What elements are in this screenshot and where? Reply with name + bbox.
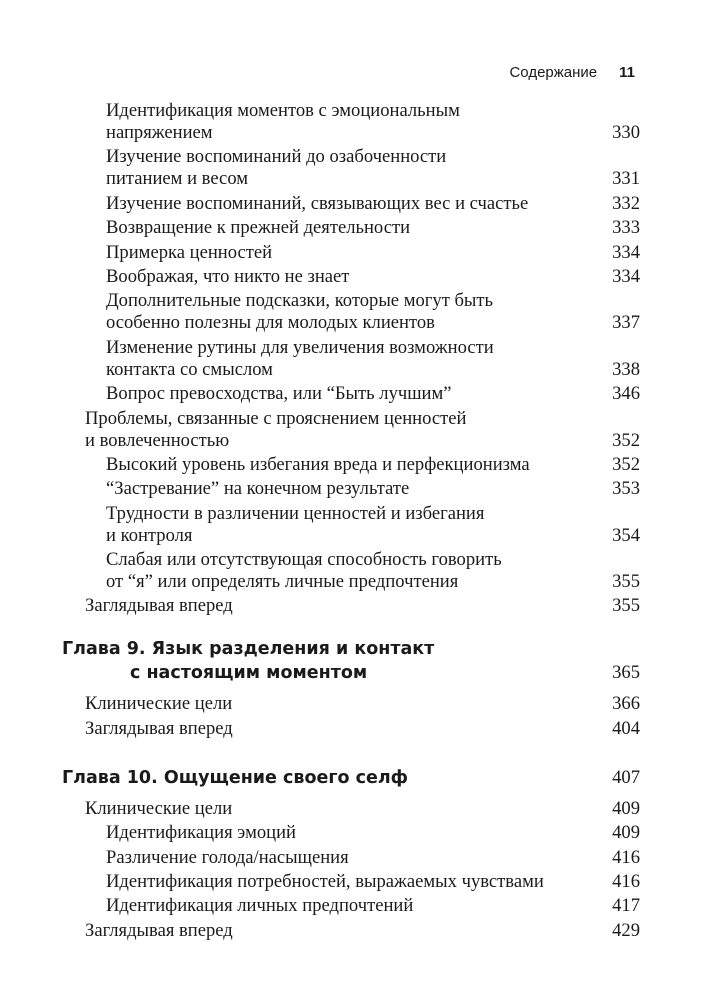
toc-entry[interactable] bbox=[62, 871, 640, 893]
toc-entry-page-number: 334 bbox=[612, 241, 640, 263]
toc-entry-page-number: 330 bbox=[612, 122, 640, 143]
toc-entry[interactable] bbox=[62, 337, 640, 381]
toc-entry-title-line: Изменение рутины для увеличения возможности bbox=[106, 336, 494, 358]
chapter-9-title-line1: Глава 9. Язык разделения и контакт bbox=[62, 639, 435, 660]
toc-entry-title-line: и контроля bbox=[106, 524, 193, 546]
toc-entry-title-line: “Застревание” на конечном результате bbox=[106, 478, 410, 500]
toc-entry-title-line: Клинические цели bbox=[85, 693, 233, 715]
toc-entry[interactable] bbox=[62, 408, 640, 452]
toc-entry-title-line: Заглядывая вперед bbox=[85, 717, 233, 739]
toc-entry-page-number: 355 bbox=[612, 595, 640, 617]
toc-entry-page-number: 366 bbox=[612, 693, 640, 715]
toc-entry-title-line: Проблемы, связанные с прояснением ценностей bbox=[85, 407, 467, 429]
running-header-page-number: 11 bbox=[619, 64, 635, 81]
chapter-9-heading[interactable] bbox=[62, 637, 640, 685]
chapter-10-page-number: 407 bbox=[612, 766, 640, 788]
toc-entry[interactable] bbox=[62, 895, 640, 917]
toc-entry[interactable] bbox=[62, 290, 640, 334]
toc-entry-title-line: напряжением bbox=[106, 122, 213, 143]
toc-entry-page-number: 416 bbox=[612, 871, 640, 893]
toc-entry[interactable] bbox=[62, 595, 640, 617]
toc-entry[interactable] bbox=[62, 549, 640, 593]
chapter-9-page-number: 365 bbox=[612, 662, 640, 684]
toc-entry[interactable] bbox=[62, 146, 640, 190]
toc-entry-page-number: 409 bbox=[612, 797, 640, 819]
toc-entry-page-number: 416 bbox=[612, 846, 640, 868]
toc-entry[interactable] bbox=[62, 693, 640, 715]
toc-entry[interactable] bbox=[62, 242, 640, 264]
toc-entry-page-number: 352 bbox=[612, 453, 640, 475]
toc-entry[interactable] bbox=[62, 217, 640, 239]
toc-entry-title-line: Изучение воспоминаний, связывающих вес и счастье bbox=[106, 192, 529, 214]
toc-entry-title-line: Клинические цели bbox=[85, 797, 233, 819]
toc-entry-title-line: особенно полезны для молодых клиентов bbox=[106, 312, 435, 334]
toc-entry-page-number: 331 bbox=[612, 168, 640, 190]
toc-entry[interactable] bbox=[62, 822, 640, 844]
toc-entry-page-number: 338 bbox=[612, 358, 640, 380]
chapter-9-title-line2: с настоящим моментом bbox=[130, 663, 368, 684]
toc-entry[interactable] bbox=[62, 266, 640, 288]
chapter-10-title: Глава 10. Ощущение своего селф bbox=[62, 767, 409, 788]
toc-entry-title-line: Слабая или отсутствующая способность говорить bbox=[106, 549, 502, 571]
toc-entry-page-number: 417 bbox=[612, 895, 640, 917]
toc-entry-title-line: Идентификация личных предпочтений bbox=[106, 895, 414, 917]
toc-entry[interactable] bbox=[62, 383, 640, 405]
toc-entry-page-number: 332 bbox=[612, 192, 640, 214]
toc-entry-title-line: питанием и весом bbox=[106, 168, 249, 190]
toc-entry[interactable] bbox=[62, 847, 640, 869]
toc-entry-page-number: 353 bbox=[612, 478, 640, 500]
running-header bbox=[509, 64, 635, 81]
toc-entry-title-line: Идентификация потребностей, выражаемых чувствами bbox=[106, 871, 544, 893]
toc-entry[interactable] bbox=[62, 100, 640, 144]
toc-entry[interactable] bbox=[62, 503, 640, 547]
toc-entry-title-line: Трудности в различении ценностей и избегания bbox=[106, 502, 485, 524]
toc-entry-page-number: 334 bbox=[612, 265, 640, 287]
toc-entry-title-line: Вопрос превосходства, или “Быть лучшим” bbox=[106, 383, 452, 405]
toc-entry[interactable] bbox=[62, 798, 640, 820]
table-of-contents bbox=[62, 100, 640, 944]
toc-section-chapter10 bbox=[62, 798, 640, 942]
toc-entry-title-line: Примерка ценностей bbox=[106, 241, 273, 263]
toc-entry-page-number: 333 bbox=[612, 217, 640, 239]
toc-entry-page-number: 337 bbox=[612, 312, 640, 334]
toc-entry[interactable] bbox=[62, 454, 640, 476]
running-header-section: Содержание bbox=[509, 64, 598, 81]
toc-section-chapter9 bbox=[62, 693, 640, 739]
toc-entry-title-line: и вовлеченностью bbox=[85, 429, 230, 451]
toc-entry-page-number: 429 bbox=[612, 919, 640, 941]
toc-entry-title-line: Заглядывая вперед bbox=[85, 595, 233, 617]
chapter-10-heading[interactable] bbox=[62, 766, 640, 790]
toc-entry[interactable] bbox=[62, 193, 640, 215]
toc-entry-title-line: Возвращение к прежней деятельности bbox=[106, 217, 411, 239]
toc-entry-title-line: Различение голода/насыщения bbox=[106, 846, 349, 868]
toc-entry[interactable] bbox=[62, 920, 640, 942]
toc-entry-title-line: Идентификация моментов с эмоциональным bbox=[106, 100, 460, 121]
toc-entry-title-line: контакта со смыслом bbox=[106, 358, 273, 380]
toc-entry-page-number: 354 bbox=[612, 524, 640, 546]
toc-entry-page-number: 409 bbox=[612, 822, 640, 844]
toc-entry-title-line: Высокий уровень избегания вреда и перфекционизма bbox=[106, 453, 530, 475]
toc-entry-title-line: Дополнительные подсказки, которые могут быть bbox=[106, 290, 494, 312]
toc-entry-page-number: 404 bbox=[612, 717, 640, 739]
toc-entry-page-number: 355 bbox=[612, 571, 640, 593]
toc-entry-title-line: Воображая, что никто не знает bbox=[106, 265, 350, 287]
toc-entry-page-number: 352 bbox=[612, 429, 640, 451]
toc-entry-title-line: Идентификация эмоций bbox=[106, 822, 297, 844]
toc-entry[interactable] bbox=[62, 478, 640, 500]
toc-entry-page-number: 346 bbox=[612, 383, 640, 405]
toc-section-chapter8-tail bbox=[62, 100, 640, 617]
toc-entry-title-line: от “я” или определять личные предпочтения bbox=[106, 571, 459, 593]
toc-entry[interactable] bbox=[62, 718, 640, 740]
toc-entry-title-line: Заглядывая вперед bbox=[85, 919, 233, 941]
toc-entry-title-line: Изучение воспоминаний до озабоченности bbox=[106, 146, 447, 168]
